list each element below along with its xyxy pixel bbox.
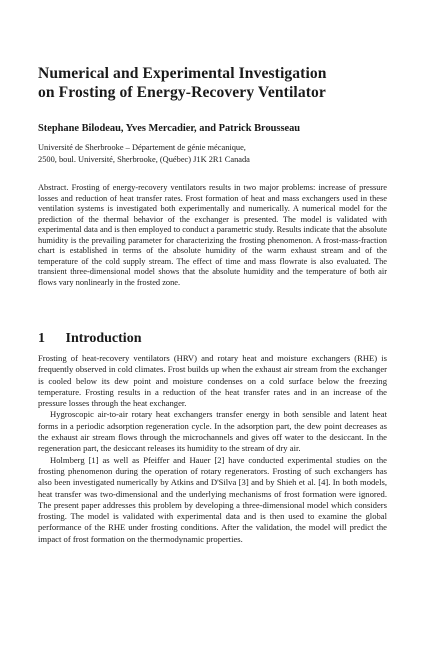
paragraph-3: Holmberg [1] as well as Pfeiffer and Hauer [2] have conducted experimental studies on the frosting phenomenon during the operation of rotary regenerators. Frosting of such exchangers has also been investigated numerically by Atkins and D'Silva [3] and by Shieh et al. [4]. In both models, heat transfer was two-dimensional and the underlying mechanisms of frost formation were ignored. The present paper addresses this problem by developing a three-dimensional model which considers frosting. The model is validated with experimental data and is then used to examine the global performance of the RHE under frosting conditions. After the validation, the model will predict the impact of frost formation on the thermodynamic properties.: [38, 454, 387, 544]
affiliation-line-2: 2500, boul. Université, Sherbrooke, (Québec) J1K 2R1 Canada: [38, 155, 250, 164]
affiliation-line-1: Université de Sherbrooke – Département de génie mécanique,: [38, 143, 246, 152]
section-title: Introduction: [65, 331, 142, 346]
paper-title: [38, 64, 398, 102]
abstract: [38, 183, 387, 288]
affiliation: [38, 142, 398, 166]
introduction-body: [38, 353, 387, 545]
abstract-label: Abstract.: [38, 183, 69, 192]
title-line-2: on Frosting of Energy-Recovery Ventilator: [38, 84, 326, 101]
section-number: 1: [38, 331, 45, 346]
paragraph-1: Frosting of heat-recovery ventilators (HRV) and rotary heat and moisture exchangers (RHE) is frequently observed in cold climates. Frost builds up when the exhaust air stream from the exchanger is cooled below its dew point and moisture condenses on a cold surface below the freezing temperature. Frosting results in a reduction of the heat transfer rates and in an increase of the pressure losses through the heat exchanger.: [38, 353, 387, 409]
abstract-text: Frosting of energy-recovery ventilators results in two major problems: increase of pressure losses and reduction of heat transfer rates. Frost formation of heat and mass exchangers used in these ventilation systems is investigated both experimentally and numerically. A numerical model for the prediction of the thermal behavior of the exchanger is presented. The model is validated with experimental data and is then employed to conduct a parametric study. Results indicate that the absolute humidity is the prevailing parameter for characterizing the frosting phenomenon. A frost-mass-fraction chart is established in terms of the absolute humidity of the warm exhaust stream and of the temperature of the cold supply stream. The effect of time and mass flowrate is also evaluated. The transient three-dimensional model shows that the absolute humidity and the temperature of both air flows vary nonlinearly in the frosted zone.: [38, 183, 387, 287]
title-line-1: Numerical and Experimental Investigation: [38, 65, 327, 82]
section-heading-introduction: [38, 330, 398, 347]
author-list: Stephane Bilodeau, Yves Mercadier, and Patrick Brousseau: [38, 123, 301, 134]
paragraph-2: Hygroscopic air-to-air rotary heat exchangers transfer energy in both sensible and latent heat forms in a periodic adsorption regeneration cycle. In the adsorption part, the dew point decreases as the exhaust air stream flows through the microchannels and gives off water to the desiccant. In the regeneration part, the desiccant releases its humidity to the stream of dry air.: [38, 409, 387, 454]
